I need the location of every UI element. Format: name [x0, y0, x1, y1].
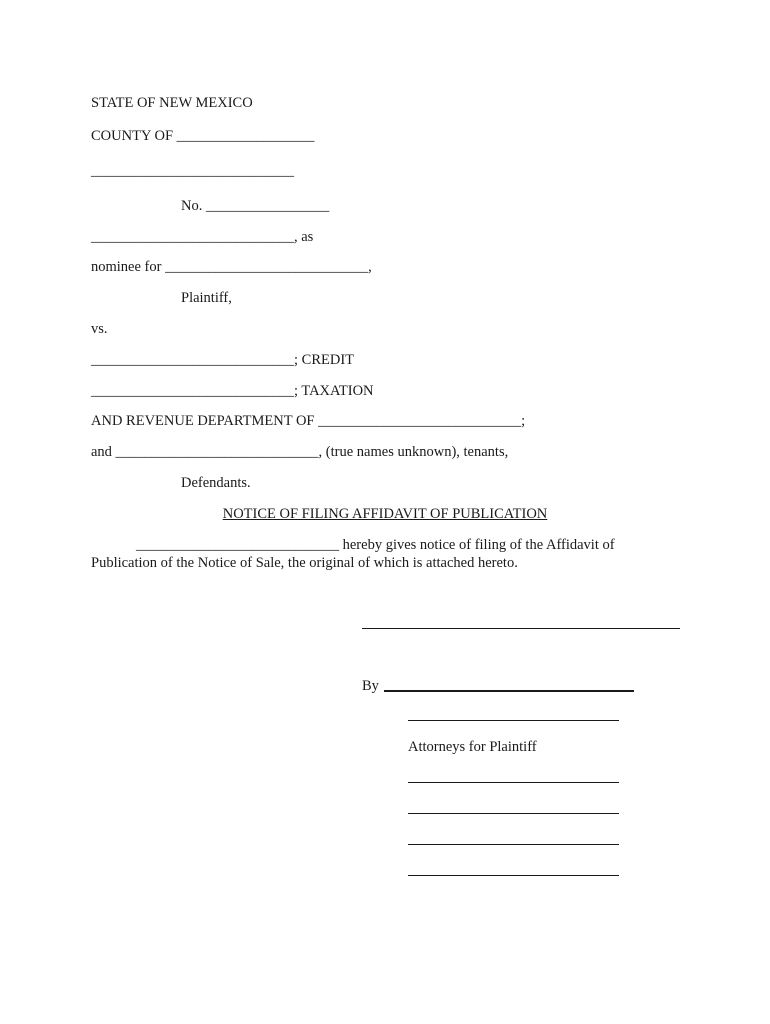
notice-title: NOTICE OF FILING AFFIDAVIT OF PUBLICATION: [222, 506, 548, 522]
court-blank-line: ____________________________: [91, 163, 294, 179]
nominee-line: nominee for ____________________________,: [91, 259, 372, 275]
firm-signature-line: [362, 628, 680, 629]
defendant-credit-line: ____________________________; CREDIT: [91, 352, 355, 368]
address-line-1: [408, 782, 619, 783]
notice-body-line-2: Publication of the Notice of Sale, the original of which is attached hereto.: [91, 555, 518, 571]
state-heading: STATE OF NEW MEXICO: [91, 95, 253, 111]
address-line-4: [408, 875, 619, 876]
by-label: By: [362, 678, 379, 694]
case-number-line: No. _________________: [181, 198, 330, 214]
plaintiff-label: Plaintiff,: [181, 290, 232, 306]
defendants-label: Defendants.: [181, 475, 251, 491]
attorneys-for-plaintiff-label: Attorneys for Plaintiff: [408, 739, 537, 755]
address-line-2: [408, 813, 619, 814]
notice-body-line-1: ____________________________ hereby gives notice of filing of the Affidavit of: [136, 537, 615, 553]
plaintiff-as-line: ____________________________, as: [91, 229, 314, 245]
address-line-3: [408, 844, 619, 845]
revenue-department-line: AND REVENUE DEPARTMENT OF ____________________________;: [91, 413, 526, 429]
defendant-taxation-line: ____________________________; TAXATION: [91, 383, 374, 399]
by-signature-line: [384, 690, 634, 692]
versus-label: vs.: [91, 321, 108, 337]
attorney-name-line: [408, 720, 619, 721]
county-line: COUNTY OF ___________________: [91, 128, 315, 144]
unknown-tenants-line: and ____________________________, (true names unknown), tenants,: [91, 444, 509, 460]
